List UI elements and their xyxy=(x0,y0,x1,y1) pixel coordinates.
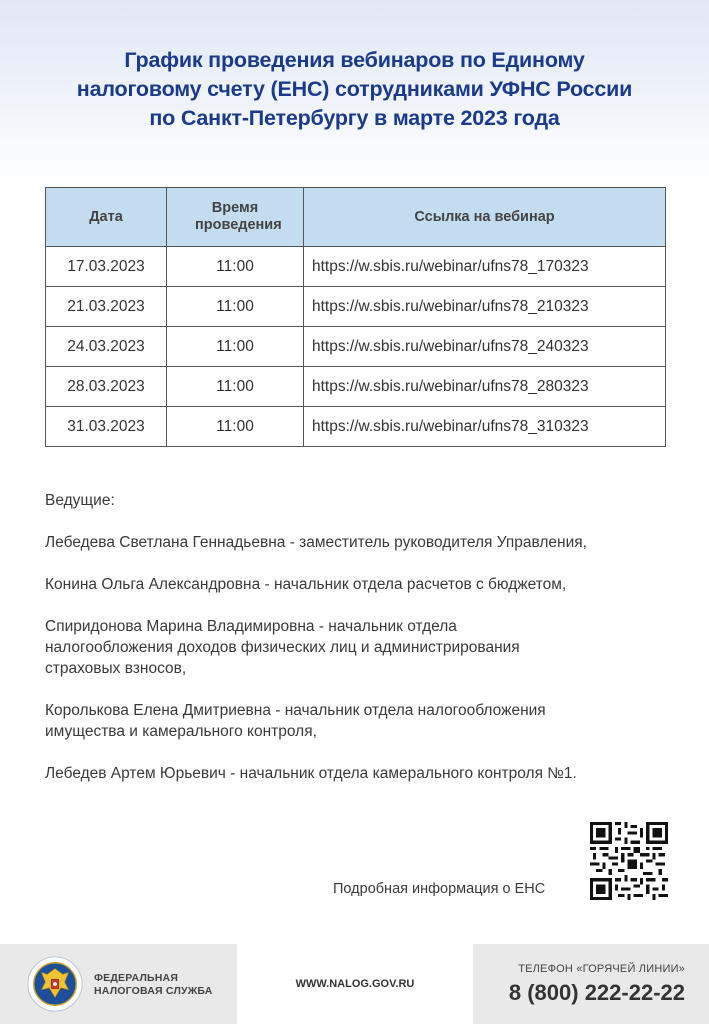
table-row xyxy=(46,327,666,367)
column-header-date: Дата xyxy=(46,188,167,247)
cell-date: 28.03.2023 xyxy=(46,367,167,407)
table-row xyxy=(46,247,666,287)
table-row xyxy=(46,287,666,327)
table-row xyxy=(46,367,666,407)
website-link[interactable]: WWW.NALOG.GOV.RU xyxy=(237,944,473,1024)
column-header-link: Ссылка на вебинар xyxy=(304,188,666,247)
cell-date: 17.03.2023 xyxy=(46,247,167,287)
hotline-number[interactable]: 8 (800) 222-22-22 xyxy=(508,980,685,1005)
footer-bar xyxy=(0,944,709,1024)
webinar-link[interactable]: https://w.sbis.ru/webinar/ufns78_210323 xyxy=(304,287,666,327)
cell-time: 11:00 xyxy=(167,287,304,327)
host-item: Лебедев Артем Юрьевич - начальник отдела камерального контроля №1. xyxy=(45,765,577,782)
cell-date: 21.03.2023 xyxy=(46,287,167,327)
cell-time: 11:00 xyxy=(167,247,304,287)
host-item: Лебедева Светлана Геннадьевна - заместитель руководителя Управления, xyxy=(45,534,587,551)
qr-code-icon[interactable] xyxy=(590,822,668,900)
cell-time: 11:00 xyxy=(167,367,304,407)
host-item: Спиридонова Марина Владимировна - начальник отдела налогообложения доходов физических лиц и администрирования страховых взносов, xyxy=(45,618,520,677)
webinar-link[interactable]: https://w.sbis.ru/webinar/ufns78_170323 xyxy=(304,247,666,287)
host-item: Королькова Елена Дмитриевна - начальник отдела налогообложения имущества и камерального контроля, xyxy=(45,702,546,740)
qr-caption: Подробная информация о ЕНС xyxy=(333,881,546,897)
title-line-1: График проведения вебинаров по Единому xyxy=(124,48,585,72)
column-header-time-label: Время проведения xyxy=(195,200,282,233)
agency-name-line-1: ФЕДЕРАЛЬНАЯ xyxy=(94,972,179,984)
title-line-3: по Санкт-Петербургу в марте 2023 года xyxy=(149,106,560,130)
hosts-heading: Ведущие: xyxy=(45,492,115,509)
agency-name xyxy=(94,972,213,998)
title-line-2: налоговому счету (ЕНС) сотрудниками УФНС России xyxy=(76,77,633,101)
fns-emblem-icon xyxy=(26,954,84,1014)
cell-time: 11:00 xyxy=(167,327,304,367)
host-item: Конина Ольга Александровна - начальник отдела расчетов с бюджетом, xyxy=(45,576,567,593)
table-row xyxy=(46,407,666,447)
column-header-time xyxy=(167,188,304,247)
hotline-label: ТЕЛЕФОН «ГОРЯЧЕЙ ЛИНИИ» xyxy=(518,963,685,975)
hosts-section xyxy=(45,490,675,805)
webinar-link[interactable]: https://w.sbis.ru/webinar/ufns78_310323 xyxy=(304,407,666,447)
cell-date: 31.03.2023 xyxy=(46,407,167,447)
agency-name-line-2: НАЛОГОВАЯ СЛУЖБА xyxy=(94,985,213,997)
webinar-link[interactable]: https://w.sbis.ru/webinar/ufns78_240323 xyxy=(304,327,666,367)
webinar-schedule-table xyxy=(45,187,666,447)
cell-date: 24.03.2023 xyxy=(46,327,167,367)
webinar-link[interactable]: https://w.sbis.ru/webinar/ufns78_280323 xyxy=(304,367,666,407)
cell-time: 11:00 xyxy=(167,407,304,447)
page-title xyxy=(0,46,709,133)
table-header-row xyxy=(46,188,666,247)
